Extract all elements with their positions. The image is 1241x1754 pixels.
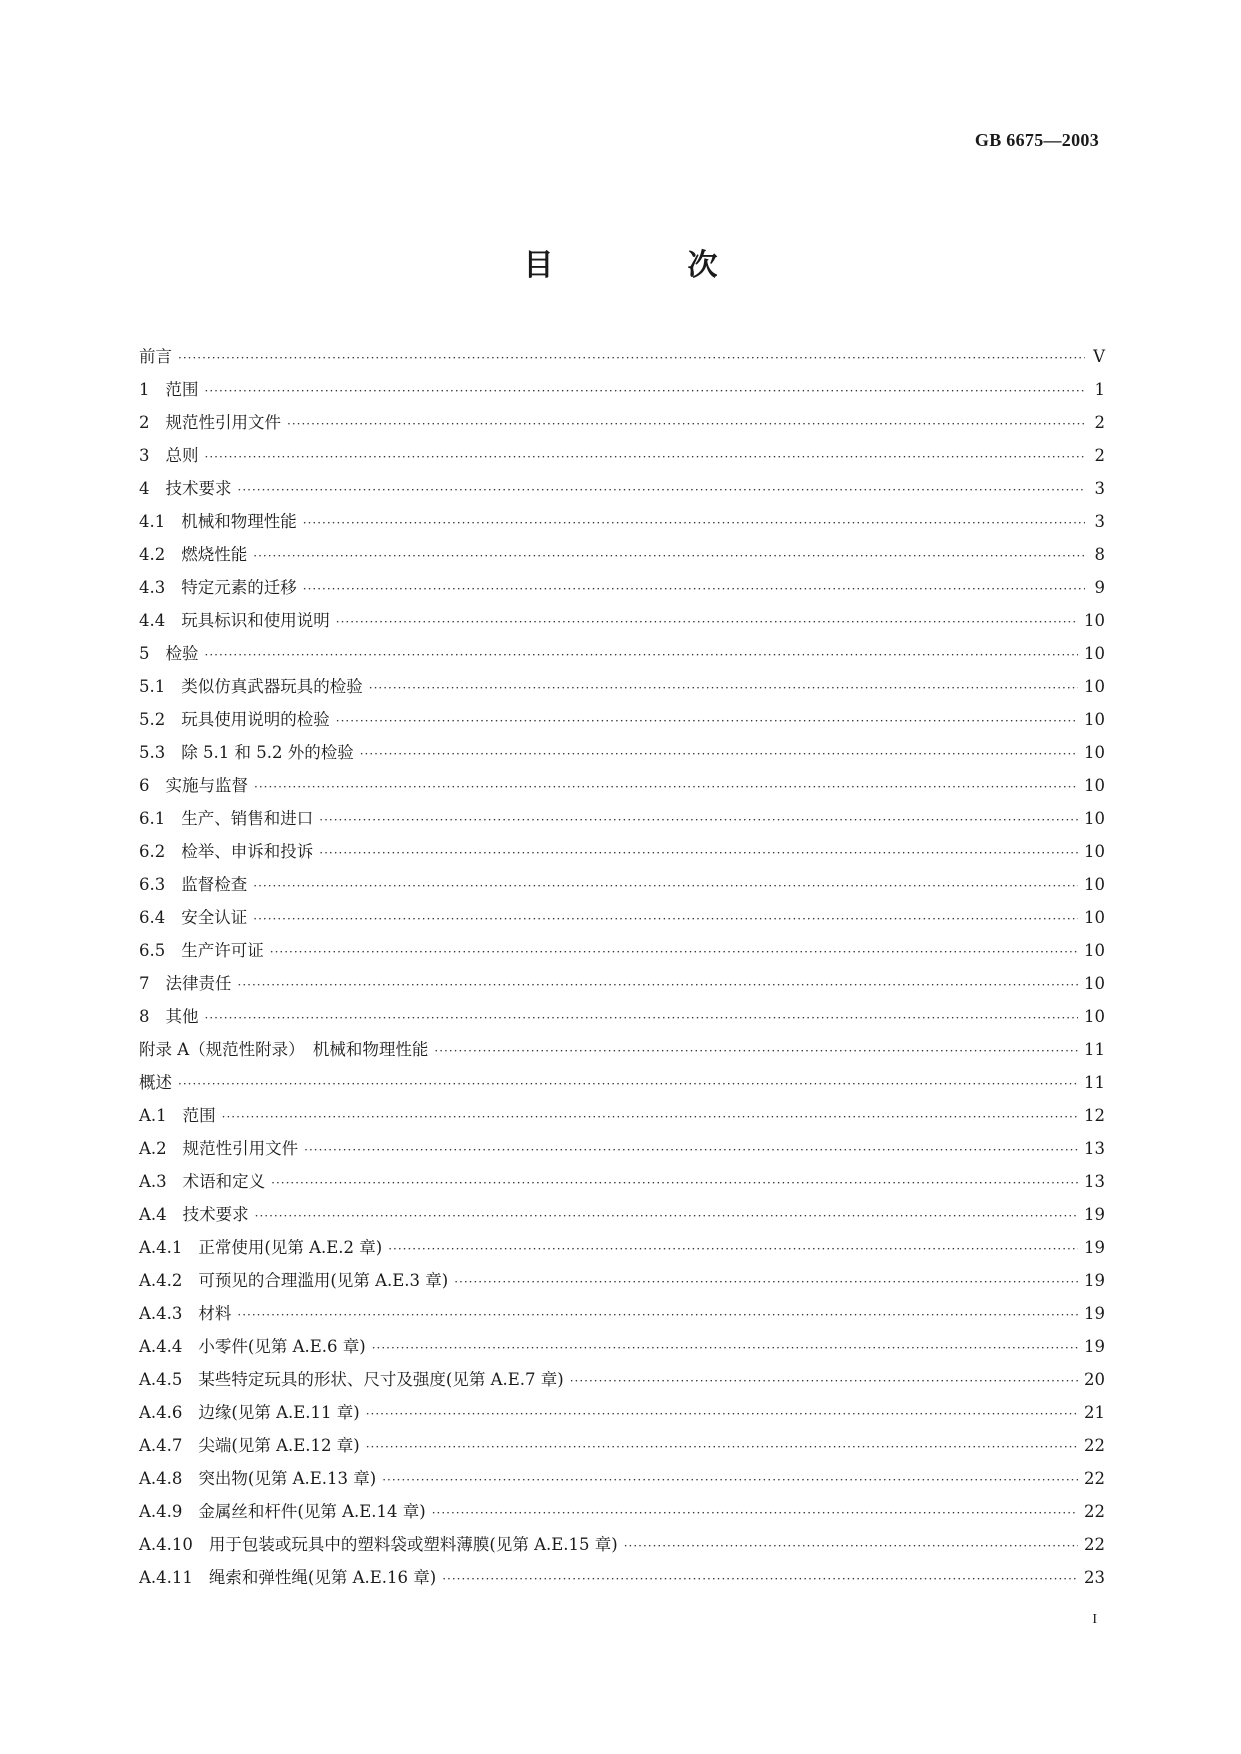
- toc-entry[interactable]: [139, 1399, 1105, 1432]
- toc-entry-page: 10: [1084, 974, 1105, 993]
- toc-entry[interactable]: [139, 1102, 1105, 1135]
- toc-entry-title: 其他: [165, 1007, 199, 1026]
- page-number: I: [1092, 1612, 1097, 1627]
- toc-entry-page: 20: [1084, 1370, 1105, 1389]
- toc-leader-dots: [237, 1308, 1078, 1322]
- toc-entry-title: 燃烧性能: [181, 545, 248, 564]
- toc-leader-dots: [205, 1011, 1079, 1025]
- toc-leader-dots: [454, 1275, 1078, 1289]
- toc-entry-title: 材料: [198, 1304, 232, 1323]
- toc-entry-number: A.4.2: [139, 1271, 183, 1290]
- toc-entry-number: 5.1: [139, 677, 166, 696]
- toc-leader-dots: [254, 780, 1078, 794]
- toc-entry-number: 4.1: [139, 512, 166, 531]
- toc-entry[interactable]: [139, 838, 1105, 871]
- toc-entry-page: 21: [1084, 1403, 1105, 1422]
- toc-leader-dots: [366, 1407, 1078, 1421]
- toc-entry[interactable]: [139, 607, 1105, 640]
- toc-entry-title: 概述: [139, 1073, 172, 1092]
- toc-leader-dots: [336, 615, 1078, 629]
- toc-entry-page: 10: [1084, 908, 1105, 927]
- page-title: 目 次: [523, 248, 770, 283]
- toc-entry-number: 4: [139, 479, 150, 498]
- toc-entry-page: 3: [1094, 512, 1105, 531]
- toc-entry-page: 10: [1084, 710, 1105, 729]
- toc-entry-title: 玩具使用说明的检验: [181, 710, 330, 729]
- toc-entry-page: 2: [1094, 413, 1105, 432]
- toc-entry-number: A.1: [139, 1106, 167, 1125]
- toc-entry-page: 12: [1084, 1106, 1105, 1125]
- toc-entry-title: 实施与监督: [165, 776, 248, 795]
- toc-entry[interactable]: [139, 442, 1105, 475]
- toc-leader-dots: [304, 1143, 1078, 1157]
- toc-entry-title: 除 5.1 和 5.2 外的检验: [181, 743, 354, 762]
- toc-leader-dots: [369, 681, 1078, 695]
- toc-leader-dots: [238, 978, 1079, 992]
- toc-entry-page: 23: [1084, 1568, 1105, 1587]
- toc-entry-title: 生产许可证: [181, 941, 264, 960]
- toc-entry-page: 19: [1084, 1238, 1105, 1257]
- toc-entry-title: 小零件(见第 A.E.6 章): [198, 1337, 366, 1356]
- toc-entry-page: 13: [1084, 1139, 1105, 1158]
- toc-entry[interactable]: [139, 1498, 1105, 1531]
- toc-entry[interactable]: [139, 574, 1105, 607]
- toc-entry-number: 6.3: [139, 875, 166, 894]
- toc-entry-page: 10: [1084, 875, 1105, 894]
- toc-entry-number: A.4.8: [139, 1469, 183, 1488]
- toc-entry-title: 用于包装或玩具中的塑料袋或塑料薄膜(见第 A.E.15 章): [208, 1535, 618, 1554]
- toc-entry-title: 特定元素的迁移: [181, 578, 297, 597]
- toc-entry-title: 总则: [165, 446, 199, 465]
- toc-entry-number: A.4.4: [139, 1337, 183, 1356]
- toc-entry-title: 生产、销售和进口: [181, 809, 314, 828]
- toc-entry[interactable]: [139, 1135, 1105, 1168]
- toc-entry-title: 附录 A（规范性附录） 机械和物理性能: [139, 1040, 429, 1059]
- toc-entry-page: 10: [1084, 776, 1105, 795]
- toc-entry-page: 10: [1084, 1007, 1105, 1026]
- toc-leader-dots: [271, 1176, 1078, 1190]
- toc-entry-page: 10: [1084, 677, 1105, 696]
- toc-entry[interactable]: [139, 805, 1105, 838]
- toc-entry-number: 8: [139, 1007, 150, 1026]
- toc-entry[interactable]: [139, 1366, 1105, 1399]
- toc-leader-dots: [253, 549, 1085, 563]
- toc-entry-title: 范围: [182, 1106, 216, 1125]
- toc-leader-dots: [238, 483, 1086, 497]
- toc-entry[interactable]: [139, 1234, 1105, 1267]
- toc-leader-dots: [319, 846, 1078, 860]
- toc-entry-number: A.2: [139, 1139, 167, 1158]
- toc-entry[interactable]: [139, 1069, 1105, 1102]
- toc-entry-title: 某些特定玩具的形状、尺寸及强度(见第 A.E.7 章): [198, 1370, 564, 1389]
- toc-entry-page: 22: [1084, 1469, 1105, 1488]
- toc-entry[interactable]: [139, 706, 1105, 739]
- toc-leader-dots: [178, 351, 1085, 365]
- toc-entry[interactable]: [139, 541, 1105, 574]
- toc-entry-number: 6.4: [139, 908, 166, 927]
- toc-entry-page: 22: [1084, 1502, 1105, 1521]
- toc-entry-page: 10: [1084, 743, 1105, 762]
- toc-entry[interactable]: [139, 904, 1105, 937]
- toc-entry-title: 监督检查: [181, 875, 248, 894]
- toc-leader-dots: [360, 747, 1078, 761]
- toc-entry[interactable]: [139, 343, 1105, 376]
- toc-entry[interactable]: [139, 871, 1105, 904]
- toc-entry[interactable]: [139, 1564, 1105, 1597]
- toc-leader-dots: [253, 912, 1078, 926]
- toc-entry[interactable]: [139, 508, 1105, 541]
- toc-entry-title: 金属丝和杆件(见第 A.E.14 章): [198, 1502, 426, 1521]
- toc-entry[interactable]: [139, 475, 1105, 508]
- toc-entry-number: 3: [139, 446, 150, 465]
- toc-entry-title: 突出物(见第 A.E.13 章): [198, 1469, 377, 1488]
- toc-leader-dots: [382, 1473, 1078, 1487]
- toc-leader-dots: [372, 1341, 1078, 1355]
- toc-entry-title: 边缘(见第 A.E.11 章): [198, 1403, 360, 1422]
- toc-entry-title: 正常使用(见第 A.E.2 章): [198, 1238, 383, 1257]
- toc-entry-number: 4.2: [139, 545, 166, 564]
- toc-entry[interactable]: [139, 1267, 1105, 1300]
- toc-entry[interactable]: [139, 1201, 1105, 1234]
- toc-leader-dots: [303, 582, 1085, 596]
- toc-entry-number: A.3: [139, 1172, 167, 1191]
- toc-entry-title: 可预见的合理滥用(见第 A.E.3 章): [198, 1271, 449, 1290]
- toc-entry-page: 10: [1084, 842, 1105, 861]
- toc-entry-page: 11: [1084, 1040, 1105, 1059]
- toc-entry-title: 技术要求: [165, 479, 232, 498]
- toc-entry-title: 规范性引用文件: [182, 1139, 299, 1158]
- toc-entry-page: 22: [1084, 1535, 1105, 1554]
- toc-entry-page: 3: [1094, 479, 1105, 498]
- toc-entry-title: 安全认证: [181, 908, 248, 927]
- toc-entry-number: 2: [139, 413, 150, 432]
- toc-entry-page: V: [1093, 347, 1105, 366]
- toc-entry-number: A.4.5: [139, 1370, 183, 1389]
- toc-entry-page: 13: [1084, 1172, 1105, 1191]
- toc-entry-page: 19: [1084, 1337, 1105, 1356]
- toc-entry-page: 2: [1094, 446, 1105, 465]
- toc-entry[interactable]: [139, 970, 1105, 1003]
- toc-entry[interactable]: [139, 1531, 1105, 1564]
- toc-leader-dots: [388, 1242, 1078, 1256]
- toc-entry-page: 9: [1094, 578, 1105, 597]
- toc-entry-number: 6.1: [139, 809, 166, 828]
- toc-entry[interactable]: [139, 1003, 1105, 1036]
- toc-entry-title: 术语和定义: [182, 1172, 266, 1191]
- toc-leader-dots: [442, 1572, 1078, 1586]
- toc-entry-page: 1: [1094, 380, 1105, 399]
- toc-entry-page: 19: [1084, 1205, 1105, 1224]
- toc-entry-title: 规范性引用文件: [165, 413, 281, 432]
- toc-entry-number: A.4.7: [139, 1436, 183, 1455]
- toc-entry-number: A.4.10: [139, 1535, 193, 1554]
- toc-leader-dots: [336, 714, 1078, 728]
- toc-leader-dots: [205, 648, 1079, 662]
- toc-entry-number: 1: [139, 380, 150, 399]
- toc-entry[interactable]: [139, 640, 1105, 673]
- toc-entry-page: 19: [1084, 1271, 1105, 1290]
- toc-leader-dots: [178, 1077, 1078, 1091]
- toc-entry-page: 10: [1084, 644, 1105, 663]
- toc-entry-page: 8: [1094, 545, 1105, 564]
- toc-leader-dots: [303, 516, 1085, 530]
- toc-entry-number: 5.3: [139, 743, 166, 762]
- toc-leader-dots: [287, 417, 1085, 431]
- toc-entry[interactable]: [139, 376, 1105, 409]
- toc-entry-number: A.4.1: [139, 1238, 183, 1257]
- toc-entry-title: 检验: [165, 644, 199, 663]
- toc-entry-number: A.4.3: [139, 1304, 183, 1323]
- toc-entry-title: 机械和物理性能: [181, 512, 297, 531]
- toc-entry-number: 6.5: [139, 941, 166, 960]
- toc-entry-title: 尖端(见第 A.E.12 章): [198, 1436, 360, 1455]
- toc-leader-dots: [270, 945, 1078, 959]
- toc-leader-dots: [570, 1374, 1078, 1388]
- toc-entry-number: 7: [139, 974, 150, 993]
- toc-entry-title: 类似仿真武器玩具的检验: [181, 677, 363, 696]
- toc-leader-dots: [624, 1539, 1078, 1553]
- toc-leader-dots: [222, 1110, 1078, 1124]
- toc-entry-number: 4.3: [139, 578, 166, 597]
- toc-leader-dots: [432, 1506, 1078, 1520]
- toc-entry-page: 22: [1084, 1436, 1105, 1455]
- toc-entry[interactable]: [139, 1300, 1105, 1333]
- toc-entry-page: 10: [1084, 611, 1105, 630]
- toc-entry-number: 4.4: [139, 611, 166, 630]
- standard-number: GB 6675—2003: [974, 130, 1099, 150]
- toc-entry-number: A.4.11: [139, 1568, 193, 1587]
- toc-entry-title: 检举、申诉和投诉: [181, 842, 314, 861]
- toc-leader-dots: [255, 1209, 1078, 1223]
- toc-entry[interactable]: [139, 1168, 1105, 1201]
- toc-entry[interactable]: [139, 1333, 1105, 1366]
- toc-entry-page: 10: [1084, 941, 1105, 960]
- toc-leader-dots: [319, 813, 1078, 827]
- toc-entry-title: 范围: [165, 380, 199, 399]
- toc-entry-number: 5: [139, 644, 150, 663]
- toc-entry-title: 前言: [139, 347, 172, 366]
- toc-entry-title: 技术要求: [182, 1205, 249, 1224]
- toc-entry[interactable]: [139, 1036, 1105, 1069]
- toc-entry-page: 19: [1084, 1304, 1105, 1323]
- toc-entry[interactable]: [139, 409, 1105, 442]
- toc-entry-title: 绳索和弹性绳(见第 A.E.16 章): [208, 1568, 437, 1587]
- toc-entry-number: A.4: [139, 1205, 167, 1224]
- toc-entry-number: A.4.9: [139, 1502, 183, 1521]
- toc-entry[interactable]: [139, 1465, 1105, 1498]
- toc-entry[interactable]: [139, 739, 1105, 772]
- toc-entry-page: 11: [1084, 1073, 1105, 1092]
- toc-entry[interactable]: [139, 772, 1105, 805]
- toc-leader-dots: [205, 384, 1086, 398]
- toc-entry[interactable]: [139, 673, 1105, 706]
- toc-entry-number: 6.2: [139, 842, 166, 861]
- toc-entry[interactable]: [139, 937, 1105, 970]
- toc-leader-dots: [253, 879, 1078, 893]
- toc-entry[interactable]: [139, 1432, 1105, 1465]
- toc-entry-number: A.4.6: [139, 1403, 183, 1422]
- toc-entry-title: 玩具标识和使用说明: [181, 611, 330, 630]
- toc-leader-dots: [434, 1044, 1078, 1058]
- toc-leader-dots: [205, 450, 1086, 464]
- toc-entry-number: 5.2: [139, 710, 166, 729]
- toc-entry-title: 法律责任: [165, 974, 232, 993]
- table-of-contents: [139, 343, 1105, 1597]
- toc-entry-number: 6: [139, 776, 150, 795]
- toc-entry-page: 10: [1084, 809, 1105, 828]
- toc-leader-dots: [366, 1440, 1078, 1454]
